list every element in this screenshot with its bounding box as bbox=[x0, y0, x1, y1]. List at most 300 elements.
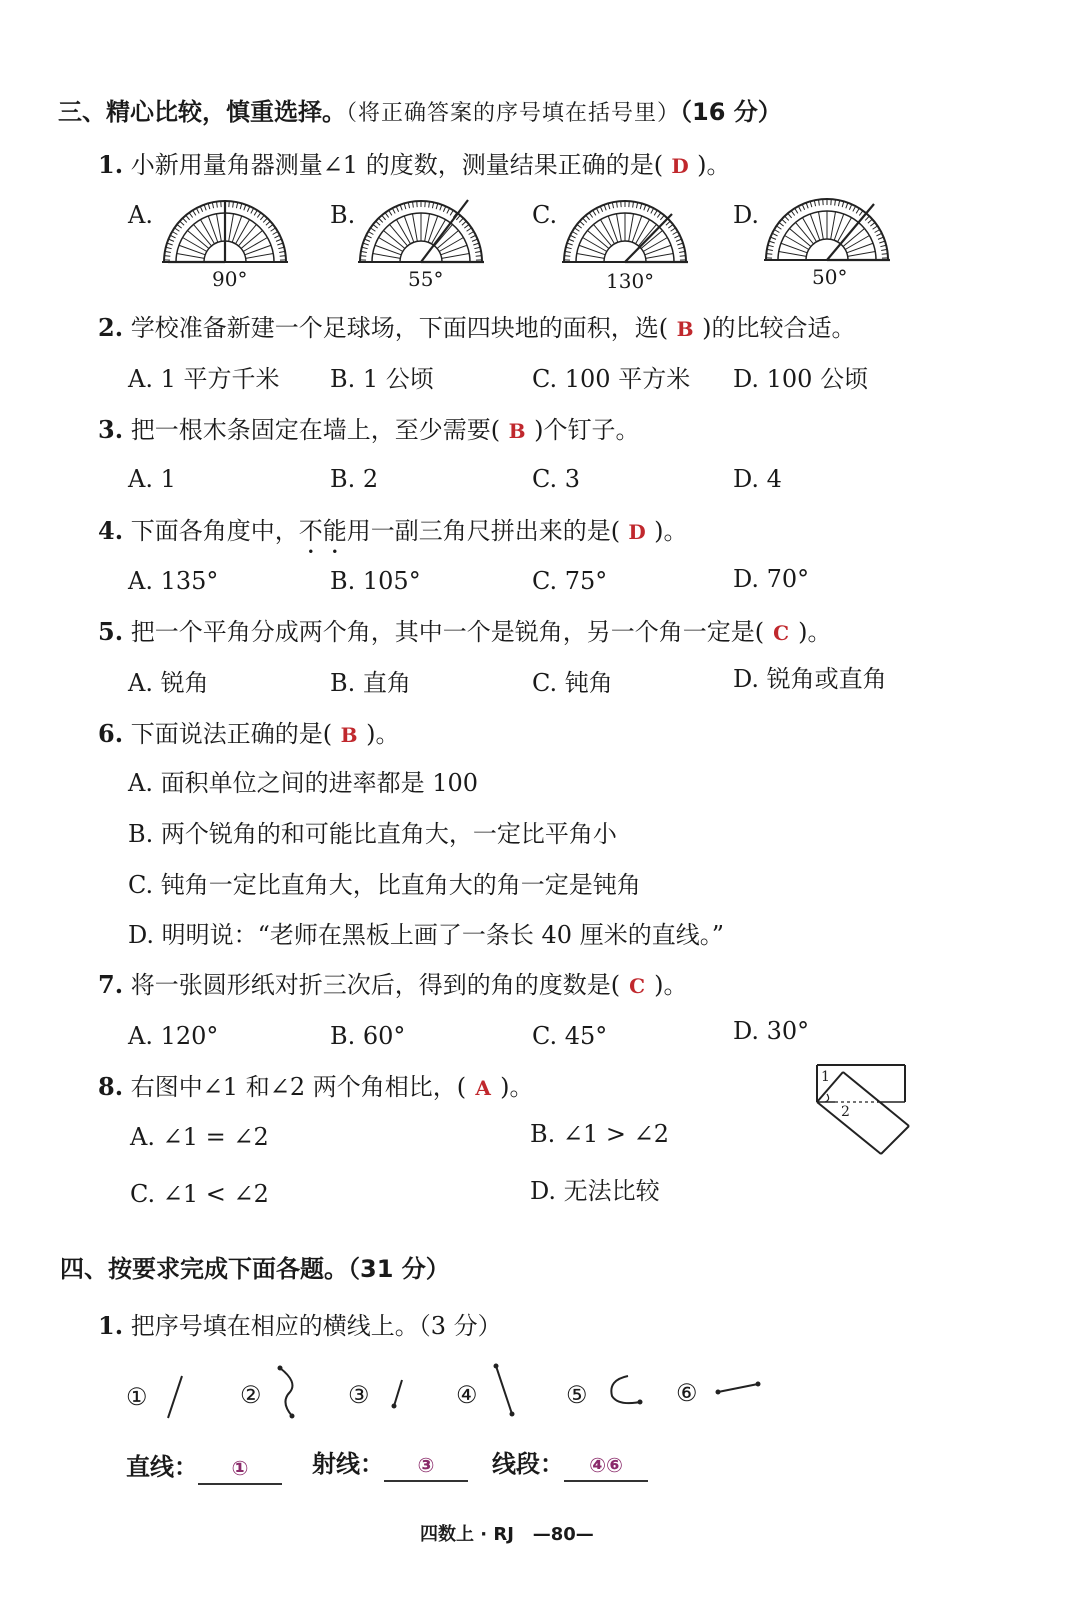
item-2-marker: ② bbox=[240, 1381, 262, 1409]
protractor-tick bbox=[677, 243, 683, 245]
s4q1-number: 1. bbox=[98, 1311, 124, 1340]
q1-answer[interactable]: D bbox=[671, 154, 689, 178]
protractor-tick bbox=[464, 224, 469, 228]
protractor-tick bbox=[392, 208, 395, 213]
protractor-tick bbox=[476, 256, 482, 257]
protractor-ray bbox=[397, 220, 411, 244]
q6-option-d[interactable]: D. 明明说：“老师在黑板上画了一条长 40 厘米的直线。” bbox=[128, 921, 724, 949]
section4-title: 四、按要求完成下面各题。 bbox=[60, 1255, 348, 1283]
protractor-ray bbox=[201, 220, 215, 244]
protractor-tick bbox=[574, 228, 579, 231]
protractor-tick bbox=[475, 251, 481, 252]
q5-tail: )。 bbox=[798, 618, 832, 646]
protractor-tick bbox=[772, 233, 777, 236]
protractor-tick bbox=[473, 243, 479, 245]
protractor-tick bbox=[770, 237, 776, 239]
protractor-tick bbox=[654, 210, 657, 215]
q7-tail: )。 bbox=[654, 971, 688, 999]
protractor-tick bbox=[180, 221, 184, 225]
protractor-ray bbox=[847, 243, 873, 253]
q1-option-a-label[interactable]: A. bbox=[128, 201, 153, 229]
footer bbox=[420, 1520, 594, 1550]
protractor-tick bbox=[671, 228, 676, 231]
protractor-tick bbox=[251, 208, 254, 213]
protractor-ray bbox=[439, 238, 463, 252]
protractor-tick bbox=[766, 254, 772, 255]
protractor-tick bbox=[795, 208, 798, 213]
protractor-tick bbox=[278, 247, 284, 248]
protractor-tick bbox=[196, 208, 199, 213]
protractor-tick bbox=[679, 251, 685, 252]
protractor-tick bbox=[806, 203, 808, 209]
protractor-tick bbox=[810, 201, 812, 207]
q4-text-post: 用一副三角尺拼出来的是( bbox=[346, 517, 621, 545]
protractor-ray bbox=[442, 253, 470, 258]
q8-option-a[interactable]: A. ∠1 = ∠2 bbox=[130, 1123, 269, 1151]
protractor-tick bbox=[366, 235, 371, 238]
q6-option-c[interactable]: C. 钝角一定比直角大，比直角大的角一定是钝角 bbox=[128, 871, 641, 899]
blank-ray-label: 射线： bbox=[312, 1450, 384, 1478]
protractor-tick bbox=[668, 224, 673, 228]
protractor-tick bbox=[459, 218, 463, 222]
q7-number: 7. bbox=[98, 970, 124, 999]
protractor-tick bbox=[385, 213, 389, 218]
protractor-tick bbox=[436, 203, 438, 209]
q8-option-c[interactable]: C. ∠1 < ∠2 bbox=[130, 1180, 269, 1208]
protractor-tick bbox=[240, 203, 242, 209]
protractor-tick bbox=[266, 221, 270, 225]
item-6-marker: ⑥ bbox=[676, 1379, 698, 1407]
protractor-tick bbox=[678, 247, 684, 248]
q1-number: 1. bbox=[98, 150, 124, 179]
protractor-ray bbox=[845, 236, 869, 250]
protractor-tick bbox=[802, 204, 804, 209]
q2-answer[interactable]: B bbox=[676, 317, 694, 341]
protractor-tick bbox=[774, 230, 779, 233]
q4-option-c[interactable]: C. 75° bbox=[532, 567, 608, 595]
protractor-tick bbox=[589, 213, 593, 218]
protractor-tick bbox=[785, 216, 789, 220]
protractor-ray bbox=[373, 253, 401, 258]
protractor-tick bbox=[676, 239, 682, 241]
q5-option-b[interactable]: B. 直角 bbox=[330, 669, 411, 697]
protractor-tick bbox=[268, 224, 273, 228]
protractor-ray bbox=[246, 253, 274, 258]
protractor-tick bbox=[467, 228, 472, 231]
protractor-tick bbox=[876, 233, 881, 236]
q3-answer[interactable]: B bbox=[508, 419, 526, 443]
protractor-tick bbox=[819, 200, 820, 206]
protractor-tick bbox=[168, 239, 174, 241]
q1-reading-b: 55° bbox=[408, 267, 444, 291]
protractor-tick bbox=[846, 203, 848, 209]
q8-tail: )。 bbox=[500, 1073, 534, 1101]
protractor-tick bbox=[842, 201, 844, 207]
q8-answer[interactable]: A bbox=[475, 1076, 491, 1100]
protractor-ray bbox=[803, 218, 817, 242]
protractor-tick bbox=[164, 256, 170, 257]
protractor-tick bbox=[769, 241, 775, 243]
protractor-tick bbox=[204, 205, 206, 211]
protractor-tick bbox=[370, 228, 375, 231]
q4-tail: )。 bbox=[654, 517, 688, 545]
protractor-tick bbox=[474, 247, 480, 248]
protractor-ray bbox=[645, 245, 671, 255]
protractor-ray bbox=[412, 214, 417, 242]
protractor-tick bbox=[373, 224, 378, 228]
protractor-c-rays bbox=[564, 201, 686, 260]
protractor-tick bbox=[382, 215, 386, 220]
q5-option-d[interactable]: D. 锐角或直角 bbox=[733, 665, 887, 693]
protractor-ray bbox=[632, 216, 642, 242]
q3-text: 把一根木条固定在墙上，至少需要( bbox=[130, 416, 501, 444]
protractor-tick bbox=[568, 239, 574, 241]
q2-number: 2. bbox=[98, 313, 124, 342]
q6-option-a[interactable]: A. 面积单位之间的进率都是 100 bbox=[128, 769, 479, 797]
q5-answer[interactable]: C bbox=[773, 621, 790, 645]
protractor-tick bbox=[363, 243, 369, 245]
protractor-ray bbox=[243, 238, 267, 252]
protractor-tick bbox=[776, 226, 781, 229]
protractor-tick bbox=[870, 222, 875, 226]
item-1-marker: ① bbox=[126, 1383, 148, 1411]
protractor-tick bbox=[472, 239, 478, 241]
protractor-tick bbox=[666, 221, 670, 225]
protractor-ray bbox=[583, 238, 607, 252]
protractor-tick bbox=[767, 249, 773, 250]
protractor-ray bbox=[646, 253, 674, 258]
protractor-tick bbox=[586, 215, 590, 220]
q2-tail: )的比较合适。 bbox=[702, 314, 856, 342]
q7-answer[interactable]: C bbox=[629, 974, 646, 998]
protractor-ray bbox=[810, 214, 820, 240]
blank-segment-label: 线段： bbox=[492, 1450, 564, 1478]
q4-option-a[interactable]: A. 135° bbox=[128, 567, 219, 595]
protractor-tick bbox=[660, 215, 664, 220]
protractor-tick bbox=[376, 221, 380, 225]
protractor-ray bbox=[428, 216, 438, 242]
protractor-ray bbox=[183, 238, 207, 252]
protractor-tick bbox=[260, 215, 264, 220]
q5-option-c[interactable]: C. 钝角 bbox=[532, 669, 613, 697]
protractor-tick bbox=[177, 224, 182, 228]
q2-text: 学校准备新建一个足球场，下面四块地的面积，选( bbox=[130, 314, 669, 342]
protractor-tick bbox=[360, 256, 366, 257]
q7-stem bbox=[98, 970, 687, 1001]
q6-answer[interactable]: B bbox=[340, 723, 358, 747]
protractor-tick bbox=[577, 224, 582, 228]
blank-ray-field[interactable] bbox=[384, 1449, 468, 1482]
q4-text-emphasis: 不能 bbox=[298, 517, 347, 545]
protractor-tick bbox=[429, 202, 430, 208]
protractor-tick bbox=[208, 203, 210, 209]
protractor-tick bbox=[651, 208, 654, 213]
protractor-tick bbox=[167, 243, 173, 245]
q4-number: 4. bbox=[98, 516, 124, 545]
q3-option-a[interactable]: A. 1 bbox=[128, 465, 176, 493]
protractor-tick bbox=[174, 228, 179, 231]
blank-ray-answer: ③ bbox=[417, 1453, 435, 1477]
q8-option-b[interactable]: B. ∠1 > ∠2 bbox=[530, 1120, 670, 1148]
protractor-tick bbox=[279, 251, 285, 252]
q7-text: 将一张圆形纸对折三次后，得到的角的度数是( bbox=[130, 971, 621, 999]
protractor-a-figure bbox=[160, 196, 290, 266]
protractor-tick bbox=[233, 202, 234, 208]
angle-1-label: 1 bbox=[821, 1069, 830, 1085]
blank-straight-line-answer: ① bbox=[231, 1456, 249, 1480]
protractor-tick bbox=[873, 226, 878, 229]
footer-page-number: —80— bbox=[532, 1524, 594, 1545]
protractor-tick bbox=[364, 239, 370, 241]
section4-heading bbox=[60, 1254, 450, 1284]
protractor-tick bbox=[782, 219, 786, 223]
protractor-tick bbox=[362, 247, 368, 248]
protractor-tick bbox=[170, 235, 175, 238]
q1-text: 小新用量角器测量∠1 的度数，测量结果正确的是( bbox=[130, 151, 664, 179]
blank-segment-answer: ④⑥ bbox=[589, 1453, 623, 1477]
q2-option-c[interactable]: C. 100 平方米 bbox=[532, 365, 691, 393]
protractor-tick bbox=[647, 206, 649, 211]
protractor-tick bbox=[440, 205, 442, 211]
protractor-tick bbox=[565, 251, 571, 252]
protractor-tick bbox=[183, 218, 187, 222]
protractor-tick bbox=[608, 203, 610, 209]
q6-stem bbox=[98, 719, 399, 750]
protractor-tick bbox=[379, 218, 383, 222]
protractor-ray bbox=[848, 251, 876, 256]
protractor-ray bbox=[216, 214, 221, 242]
protractor-tick bbox=[673, 232, 678, 235]
blank-straight-line-label: 直线： bbox=[126, 1453, 198, 1481]
item-3-ray bbox=[388, 1376, 408, 1412]
protractor-tick bbox=[617, 202, 618, 208]
q1-option-d-label[interactable]: D. bbox=[733, 201, 760, 229]
q1-option-c-label[interactable]: C. bbox=[532, 201, 558, 229]
q2-option-d[interactable]: D. 100 公顷 bbox=[733, 365, 869, 393]
protractor-tick bbox=[408, 202, 409, 208]
protractor-b-figure bbox=[356, 196, 486, 266]
protractor-tick bbox=[254, 210, 257, 215]
protractor-ray bbox=[229, 214, 234, 242]
protractor-tick bbox=[368, 232, 373, 235]
protractor-tick bbox=[277, 243, 283, 245]
protractor-tick bbox=[580, 221, 584, 225]
protractor-tick bbox=[447, 208, 450, 213]
protractor-tick bbox=[217, 202, 218, 208]
protractor-tick bbox=[361, 251, 367, 252]
protractor-tick bbox=[882, 254, 888, 255]
protractor-ray bbox=[375, 245, 401, 255]
protractor-tick bbox=[396, 206, 398, 211]
q7-option-c[interactable]: C. 45° bbox=[532, 1022, 608, 1050]
protractor-ray bbox=[831, 212, 836, 240]
protractor-b-rays bbox=[360, 201, 482, 260]
item-2-curve bbox=[272, 1362, 312, 1422]
protractor-tick bbox=[280, 256, 286, 257]
section3-title: 三、精心比较，慎重选择。 bbox=[58, 98, 346, 126]
q2-option-a[interactable]: A. 1 平方千米 bbox=[128, 365, 280, 393]
protractor-tick bbox=[257, 213, 261, 218]
protractor-tick bbox=[389, 210, 392, 215]
protractor-tick bbox=[200, 206, 202, 211]
q6-option-b[interactable]: B. 两个锐角的和可能比直角大，一定比平角小 bbox=[128, 820, 617, 848]
protractor-tick bbox=[271, 228, 276, 231]
protractor-tick bbox=[570, 235, 575, 238]
protractor-tick bbox=[593, 210, 596, 215]
protractor-ray bbox=[781, 243, 807, 253]
protractor-ray bbox=[404, 216, 414, 242]
protractor-tick bbox=[880, 245, 886, 246]
q7-option-d[interactable]: D. 30° bbox=[733, 1017, 810, 1045]
q1-reading-d: 50° bbox=[812, 265, 848, 289]
q4-answer[interactable]: D bbox=[628, 520, 646, 544]
blank-ray bbox=[312, 1449, 468, 1482]
protractor-ray bbox=[236, 220, 250, 244]
protractor-tick bbox=[868, 219, 872, 223]
protractor-tick bbox=[633, 202, 634, 208]
q1-option-b-label[interactable]: B. bbox=[330, 201, 356, 229]
protractor-tick bbox=[165, 251, 171, 252]
s4q1-stem bbox=[98, 1311, 502, 1341]
protractor-tick bbox=[212, 202, 213, 208]
protractor-d-figure bbox=[762, 194, 892, 264]
protractor-tick bbox=[657, 213, 661, 218]
q4-text-pre: 下面各角度中， bbox=[130, 517, 299, 545]
section4-score: （31 分） bbox=[348, 1255, 450, 1283]
section3-score: （16 分） bbox=[680, 98, 782, 126]
protractor-c-figure bbox=[560, 196, 690, 266]
protractor-tick bbox=[791, 211, 795, 216]
q1-reading-a: 90° bbox=[212, 267, 248, 291]
q6-number: 6. bbox=[98, 719, 124, 748]
protractor-tick bbox=[674, 235, 679, 238]
protractor-tick bbox=[276, 239, 282, 241]
protractor-tick bbox=[865, 216, 869, 220]
protractor-tick bbox=[443, 206, 445, 211]
s4q1-text: 把序号填在相应的横线上。（3 分） bbox=[130, 1312, 502, 1340]
protractor-tick bbox=[814, 200, 815, 206]
protractor-ray bbox=[379, 238, 403, 252]
protractor-tick bbox=[572, 232, 577, 235]
q8-text: 右图中∠1 和∠2 两个角相比，( bbox=[130, 1073, 467, 1101]
protractor-tick bbox=[564, 256, 570, 257]
section3-heading bbox=[58, 97, 782, 129]
item-6-segment bbox=[712, 1376, 764, 1400]
protractor-tick bbox=[856, 208, 859, 213]
protractor-tick bbox=[404, 203, 406, 209]
item-4-marker: ④ bbox=[456, 1381, 478, 1409]
protractor-tick bbox=[193, 210, 196, 215]
protractor-tick bbox=[462, 221, 466, 225]
q4-stem bbox=[98, 516, 687, 559]
q3-number: 3. bbox=[98, 415, 124, 444]
protractor-tick bbox=[166, 247, 172, 248]
protractor-tick bbox=[413, 202, 414, 208]
blank-straight-line-field[interactable] bbox=[198, 1452, 282, 1485]
protractor-tick bbox=[798, 206, 801, 211]
blank-segment-field[interactable] bbox=[564, 1449, 648, 1482]
protractor-tick bbox=[189, 213, 193, 218]
q2-option-b[interactable]: B. 1 公顷 bbox=[330, 365, 434, 393]
protractor-tick bbox=[680, 256, 686, 257]
protractor-tick bbox=[567, 243, 573, 245]
q8-option-d[interactable]: D. 无法比较 bbox=[530, 1177, 660, 1205]
q5-number: 5. bbox=[98, 617, 124, 646]
protractor-tick bbox=[247, 206, 249, 211]
protractor-ray bbox=[818, 212, 823, 240]
q7-option-b[interactable]: B. 60° bbox=[330, 1022, 406, 1050]
q8-number: 8. bbox=[98, 1072, 124, 1101]
protractor-ray bbox=[629, 214, 634, 242]
protractor-tick bbox=[768, 245, 774, 246]
protractor-tick bbox=[583, 218, 587, 222]
protractor-tick bbox=[244, 205, 246, 211]
q3-option-d[interactable]: D. 4 bbox=[733, 465, 782, 493]
protractor-tick bbox=[853, 206, 856, 211]
protractor-tick bbox=[566, 247, 572, 248]
protractor-tick bbox=[600, 206, 602, 211]
protractor-tick bbox=[859, 211, 863, 216]
protractor-ray bbox=[208, 216, 218, 242]
protractor-ray bbox=[785, 236, 809, 250]
protractor-tick bbox=[450, 210, 453, 215]
footer-book: 四数上 · RJ bbox=[420, 1524, 514, 1545]
q1-tail: )。 bbox=[697, 151, 731, 179]
q6-text: 下面说法正确的是( bbox=[130, 720, 333, 748]
protractor-ray bbox=[601, 220, 615, 244]
folded-paper-figure bbox=[815, 1062, 915, 1162]
q1-stem bbox=[98, 150, 730, 181]
protractor-ray bbox=[232, 216, 242, 242]
protractor-ray bbox=[425, 214, 430, 242]
protractor-tick bbox=[879, 241, 885, 243]
q6-tail: )。 bbox=[366, 720, 400, 748]
item-4-segment bbox=[490, 1360, 520, 1420]
item-5-arc bbox=[604, 1372, 650, 1412]
protractor-tick bbox=[612, 202, 613, 208]
q3-option-c[interactable]: C. 3 bbox=[532, 465, 581, 493]
protractor-tick bbox=[779, 222, 784, 226]
protractor-tick bbox=[596, 208, 599, 213]
angle-2-label: 2 bbox=[841, 1104, 850, 1120]
protractor-tick bbox=[604, 205, 606, 211]
q3-stem bbox=[98, 415, 639, 446]
q4-option-d[interactable]: D. 70° bbox=[733, 565, 810, 593]
protractor-ray bbox=[608, 216, 618, 242]
protractor-tick bbox=[469, 232, 474, 235]
q3-option-b[interactable]: B. 2 bbox=[330, 465, 379, 493]
q7-option-a[interactable]: A. 120° bbox=[128, 1022, 219, 1050]
item-1-straight-line bbox=[160, 1372, 190, 1422]
protractor-tick bbox=[849, 204, 851, 209]
protractor-tick bbox=[273, 232, 278, 235]
protractor-tick bbox=[636, 202, 637, 208]
q1-reading-c: 130° bbox=[606, 269, 655, 293]
q4-option-b[interactable]: B. 105° bbox=[330, 567, 421, 595]
item-3-marker: ③ bbox=[348, 1381, 370, 1409]
protractor-ray bbox=[577, 253, 605, 258]
protractor-tick bbox=[172, 232, 177, 235]
item-5-marker: ⑤ bbox=[566, 1381, 588, 1409]
protractor-tick bbox=[274, 235, 279, 238]
protractor-ray bbox=[177, 253, 205, 258]
q2-stem bbox=[98, 313, 855, 344]
protractor-tick bbox=[835, 200, 836, 206]
protractor-tick bbox=[878, 237, 884, 239]
protractor-ray bbox=[179, 245, 205, 255]
q5-option-a[interactable]: A. 锐角 bbox=[128, 669, 209, 697]
protractor-ray bbox=[579, 245, 605, 255]
